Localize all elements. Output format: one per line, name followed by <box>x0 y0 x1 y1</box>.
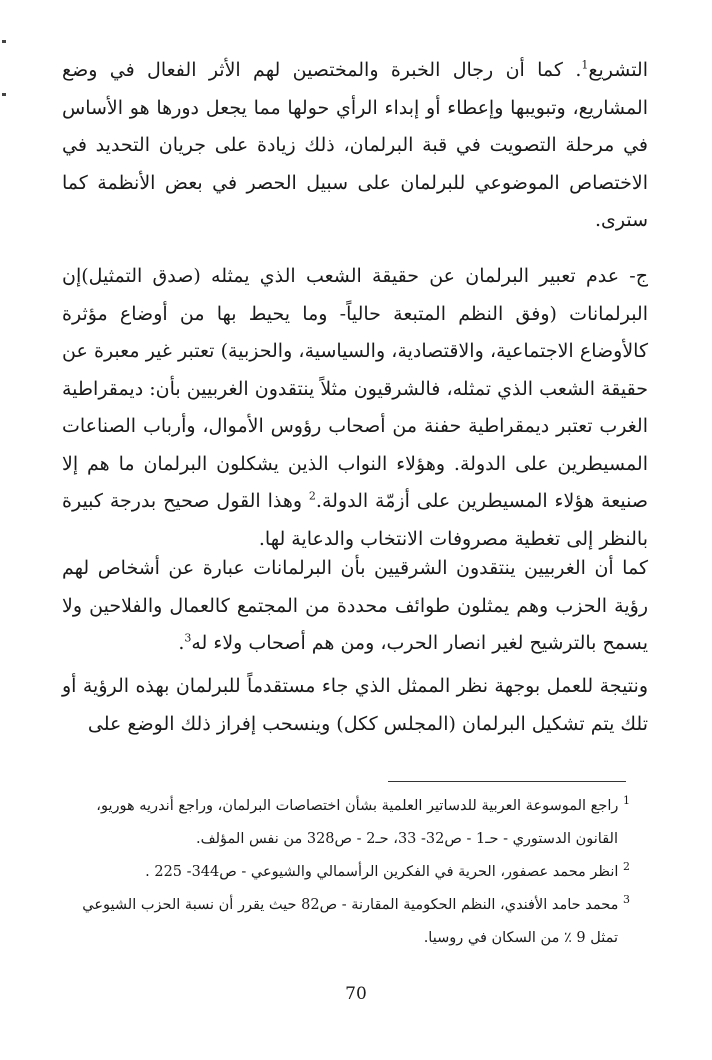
paragraph-1-text-a: التشريع <box>588 59 648 81</box>
footnote-number: 1 <box>623 794 630 808</box>
footnote-text: انظر محمد عصفور، الحرية في الفكرين الرأسمالي والشيوعي - ص344- 225 . <box>145 864 619 880</box>
paragraph-4 <box>62 668 648 743</box>
paragraph-3 <box>62 550 648 663</box>
page-number: 70 <box>345 984 367 1004</box>
paragraph-1-text-b: . كما أن رجال الخبرة والمختصين لهم الأثر الفعال في وضع المشاريع، وتبويبها وإعطاء أو إبداء الرأي حولها مما يجعل دورها هو الأساس في مرحلة التصويت في قبة البرلمان، ذلك زيادة على جريان التحديد في الاختصاص الموضوعي للبرلمان على سبيل الحصر في بعض الأنظمة كما سترى. <box>62 59 648 231</box>
footnote-text: راجع الموسوعة العربية للدساتير العلمية بشأن اختصاصات البرلمان، وراجع أندريه هوريو، <box>96 798 619 814</box>
paragraph-4-text: ونتيجة للعمل بوجهة نظر الممثل الذي جاء مستقدماً للبرلمان بهذه الرؤية أو تلك يتم تشكيل البرلمان (المجلس ككل) وينسحب إفراز ذلك الوضع على <box>62 675 648 735</box>
paragraph-2 <box>62 258 648 558</box>
margin-mark <box>2 93 6 96</box>
paragraph-2-text-a: ج- عدم تعبير البرلمان عن حقيقة الشعب الذي يمثله (صدق التمثيل)إن البرلمانات (وفق النظم المتبعة حالياً- وما يحيط بها من أوضاع مؤثرة كالأوضاع الاجتماعية، والاقتصادية، والسياسية، والحزبية) تعتبر غير معبرة عن حقيقة الشعب الذي تمثله، فالشرقيون مثلاً ينتقدون الغربيين بأن: ديمقراطية الغرب تعتبر ديمقراطية حفنة من أصحاب رؤوس الأموال، وأرباب الصناعات المسيطرين على الدولة. وهؤلاء النواب الذين يشكلون البرلمان ما هم إلا صنيعة هؤلاء المسيطرين على أزمّة الدولة. <box>62 265 648 512</box>
footnote-3 <box>62 889 630 922</box>
footnote-2 <box>62 856 630 889</box>
footnotes <box>62 790 630 955</box>
footnote-3-continued: تمثل 9 ٪ من السكان في روسيا. <box>423 930 618 946</box>
margin-mark <box>2 40 6 43</box>
paragraph-1 <box>62 52 648 240</box>
footnote-ref-2[interactable]: 2 <box>308 489 316 503</box>
footnote-text: محمد حامد الأفندي، النظم الحكومية المقارنة - ص82 حيث يقرر أن نسبة الحزب الشيوعي <box>82 897 619 913</box>
footnote-number: 3 <box>623 893 630 907</box>
paragraph-2-text-b: وهذا القول صحيح بدرجة كبيرة بالنظر إلى تغطية مصروفات الانتخاب والدعاية لها. <box>62 490 648 550</box>
footnote-number: 2 <box>623 860 630 874</box>
footnote-separator <box>388 781 626 782</box>
footnote-ref-1[interactable]: 1 <box>581 58 589 72</box>
paragraph-3-text-a: كما أن الغربيين ينتقدون الشرقيين بأن البرلمانات عبارة عن أشخاص لهم رؤية الحزب وهم يمثلون طوائف محددة من المجتمع كالعمال والفلاحين ولا يسمح بالترشيح لغير انصار الحرب، ومن هم أصحاب ولاء له <box>62 557 648 654</box>
footnote-ref-3[interactable]: 3 <box>184 631 192 645</box>
paragraph-3-text-b: . <box>178 632 185 654</box>
footnote-1 <box>62 790 630 823</box>
footnote-1-continued: القانون الدستوري - حـ1 - ص32- 33، حـ2 - ص328 من نفس المؤلف. <box>195 831 618 847</box>
